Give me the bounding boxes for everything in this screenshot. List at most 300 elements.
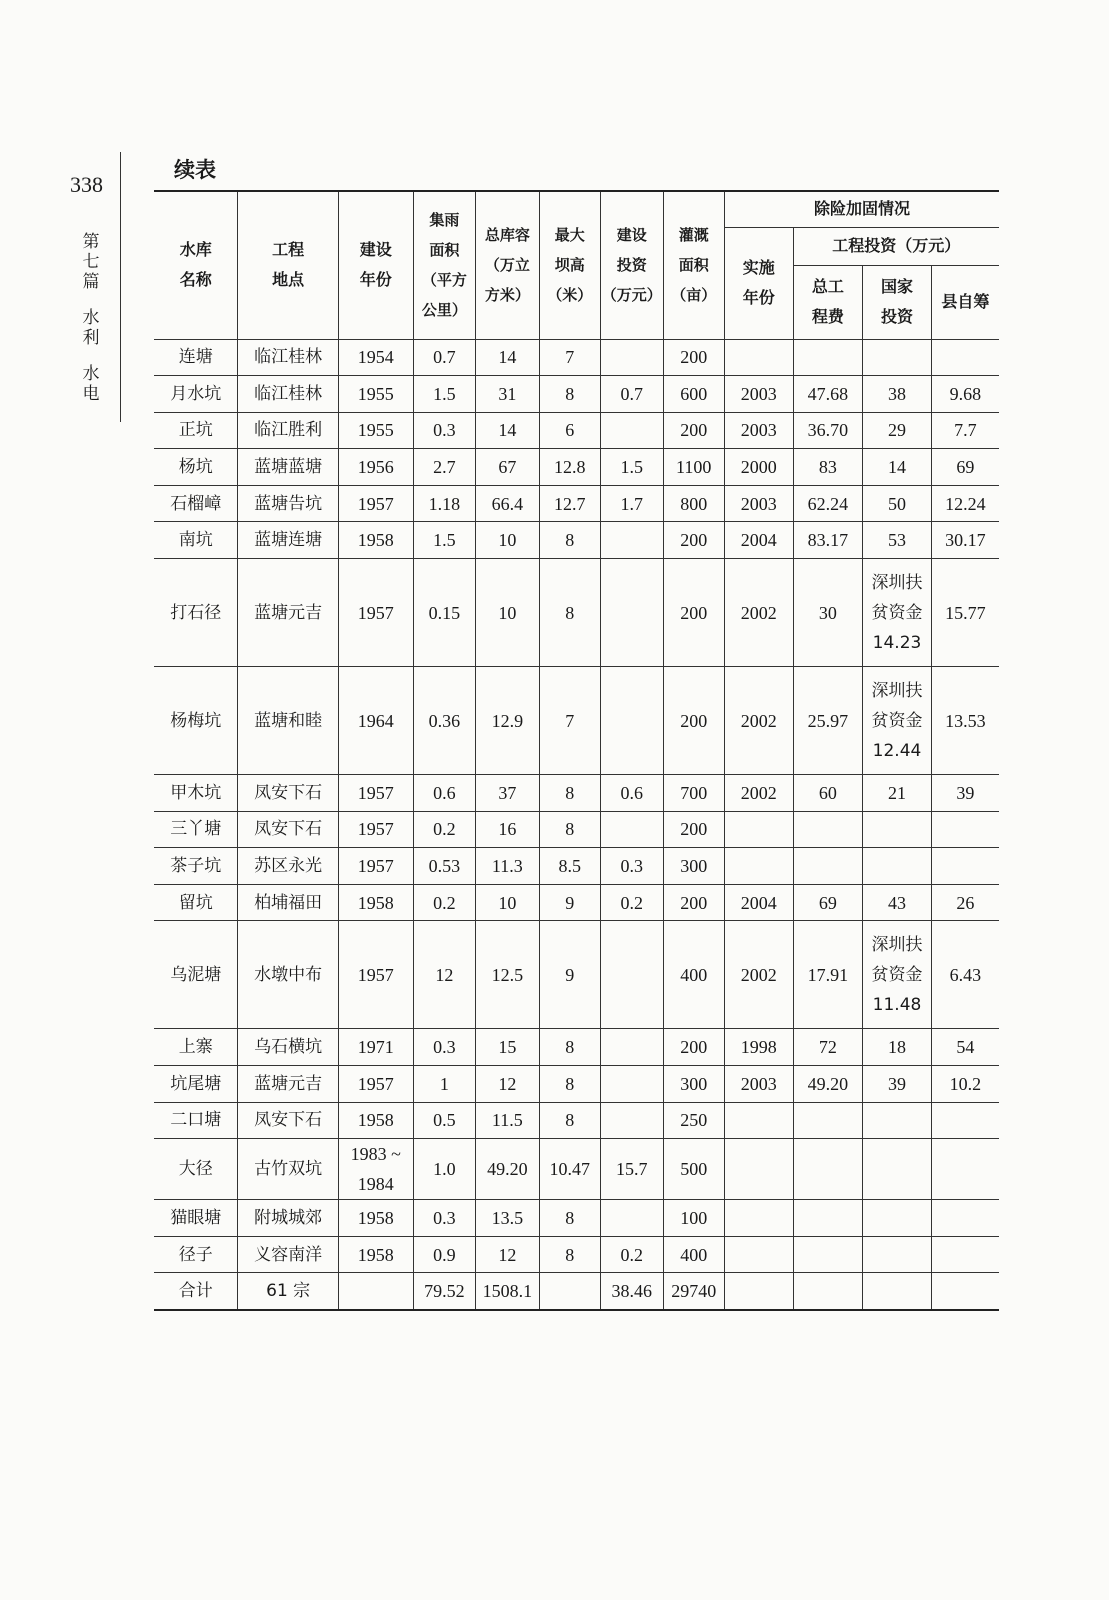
cell-name: 茶子坑 — [154, 848, 238, 885]
cell-name: 杨坑 — [154, 449, 238, 486]
cell-capacity: 12 — [476, 1066, 540, 1103]
cell-investment — [601, 1102, 663, 1139]
cell-catchment: 0.36 — [413, 667, 475, 775]
cell-county: 13.53 — [931, 667, 999, 775]
cell-impl-year: 2004 — [724, 522, 793, 559]
table-row — [154, 1066, 999, 1103]
cell-total-cost: 60 — [793, 775, 863, 812]
cell-capacity: 14 — [476, 412, 540, 449]
table-row — [154, 1236, 999, 1273]
cell-year: 1958 — [338, 884, 413, 921]
cell-year: 1954 — [338, 339, 413, 376]
table-row — [154, 376, 999, 413]
cell-line: （米） — [547, 286, 593, 305]
cell-investment: 0.2 — [601, 1236, 663, 1273]
cell-capacity: 15 — [476, 1029, 540, 1066]
cell-name: 留坑 — [154, 884, 238, 921]
cell-catchment: 0.3 — [413, 1200, 475, 1237]
cell-location: 苏区永光 — [238, 848, 338, 885]
table-body — [154, 339, 999, 1310]
cell-state: 43 — [863, 884, 932, 921]
table-row — [154, 811, 999, 848]
cell-irrigation: 700 — [663, 775, 724, 812]
header-total-cost — [793, 265, 863, 339]
table-row — [154, 667, 999, 775]
cell-capacity: 1508.1 — [476, 1273, 540, 1310]
cell-total-cost — [793, 1200, 863, 1237]
cell-year: 1957 — [338, 559, 413, 667]
header-proj-invest: 工程投资（万元） — [793, 227, 999, 265]
cell-height: 8 — [539, 1102, 600, 1139]
cell-name: 连塘 — [154, 339, 238, 376]
header-investment — [601, 191, 663, 339]
cell-impl-year: 2000 — [724, 449, 793, 486]
cell-county — [931, 339, 999, 376]
cell-line: 12.44 — [872, 740, 922, 761]
cell-year: 1955 — [338, 376, 413, 413]
cell-line: 地点 — [272, 270, 305, 290]
running-head-char: 水 — [82, 308, 100, 328]
cell-name: 石榴嶂 — [154, 485, 238, 522]
cell-line: 建设 — [616, 226, 647, 245]
running-head-char: 水 — [82, 364, 100, 384]
cell-investment: 1.5 — [601, 449, 663, 486]
cell-state — [863, 811, 932, 848]
cell-line: 11.48 — [872, 994, 922, 1015]
cell-irrigation: 200 — [663, 339, 724, 376]
cell-impl-year: 2002 — [724, 775, 793, 812]
cell-county: 15.77 — [931, 559, 999, 667]
cell-investment: 38.46 — [601, 1273, 663, 1310]
cell-capacity: 12 — [476, 1236, 540, 1273]
cell-investment: 15.7 — [601, 1139, 663, 1200]
cell-location: 古竹双坑 — [238, 1139, 338, 1200]
cell-irrigation: 200 — [663, 559, 724, 667]
cell-location: 凤安下石 — [238, 775, 338, 812]
cell-impl-year — [724, 811, 793, 848]
header-capacity — [476, 191, 540, 339]
cell-county — [931, 1236, 999, 1273]
cell-line: 程费 — [811, 307, 844, 326]
cell-investment — [601, 1066, 663, 1103]
cell-capacity: 10 — [476, 522, 540, 559]
cell-irrigation: 200 — [663, 1029, 724, 1066]
cell-state — [863, 1200, 932, 1237]
cell-total-cost: 72 — [793, 1029, 863, 1066]
cell-state: 53 — [863, 522, 932, 559]
cell-county: 26 — [931, 884, 999, 921]
cell-location: 蓝塘和睦 — [238, 667, 338, 775]
cell-location: 凤安下石 — [238, 1102, 338, 1139]
cell-investment — [601, 811, 663, 848]
cell-line: 1983 ~ — [350, 1144, 401, 1165]
cell-impl-year: 2003 — [724, 1066, 793, 1103]
cell-impl-year: 2002 — [724, 921, 793, 1029]
cell-county: 69 — [931, 449, 999, 486]
cell-investment — [601, 412, 663, 449]
cell-height: 8 — [539, 1029, 600, 1066]
cell-catchment: 0.7 — [413, 339, 475, 376]
cell-state — [863, 1139, 932, 1200]
cell-line: 贫资金 — [871, 602, 923, 623]
cell-year: 1957 — [338, 811, 413, 848]
cell-county: 39 — [931, 775, 999, 812]
table-row — [154, 449, 999, 486]
cell-state: 50 — [863, 485, 932, 522]
cell-total-cost: 36.70 — [793, 412, 863, 449]
cell-name: 上寨 — [154, 1029, 238, 1066]
cell-county: 9.68 — [931, 376, 999, 413]
cell-irrigation: 500 — [663, 1139, 724, 1200]
cell-investment: 1.7 — [601, 485, 663, 522]
cell-state — [863, 667, 932, 775]
cell-name: 杨梅坑 — [154, 667, 238, 775]
cell-irrigation: 100 — [663, 1200, 724, 1237]
cell-irrigation: 800 — [663, 485, 724, 522]
cell-county — [931, 1139, 999, 1200]
cell-total-cost: 83 — [793, 449, 863, 486]
cell-total-cost — [793, 1139, 863, 1200]
cell-year: 1957 — [338, 775, 413, 812]
cell-height: 8 — [539, 1200, 600, 1237]
cell-county — [931, 1200, 999, 1237]
cell-height: 8 — [539, 522, 600, 559]
cell-catchment: 0.3 — [413, 1029, 475, 1066]
running-head-char: 电 — [82, 384, 100, 404]
running-head — [80, 232, 102, 404]
cell-line: 贫资金 — [871, 964, 923, 985]
cell-impl-year: 2002 — [724, 559, 793, 667]
cell-investment — [601, 921, 663, 1029]
cell-impl-year — [724, 1102, 793, 1139]
header-catchment — [413, 191, 475, 339]
cell-line: 投资 — [616, 256, 647, 275]
cell-height: 10.47 — [539, 1139, 600, 1200]
cell-line: 最大 — [554, 226, 585, 245]
cell-line: 工程 — [272, 240, 305, 260]
cell-line: 灌溉 — [678, 226, 709, 245]
cell-county: 30.17 — [931, 522, 999, 559]
cell-catchment: 0.9 — [413, 1236, 475, 1273]
table-caption: 续表 — [174, 158, 216, 182]
cell-line: 坝高 — [554, 256, 585, 275]
cell-catchment: 0.5 — [413, 1102, 475, 1139]
cell-impl-year: 2004 — [724, 884, 793, 921]
cell-height: 8 — [539, 1236, 600, 1273]
table-row — [154, 522, 999, 559]
cell-catchment: 0.3 — [413, 412, 475, 449]
cell-state: 21 — [863, 775, 932, 812]
cell-catchment: 1 — [413, 1066, 475, 1103]
table-row — [154, 1029, 999, 1066]
table-row — [154, 848, 999, 885]
cell-name: 二口塘 — [154, 1102, 238, 1139]
cell-year — [338, 1273, 413, 1310]
cell-line: 建设 — [359, 240, 392, 260]
cell-state: 14 — [863, 449, 932, 486]
cell-line: 水库 — [179, 240, 212, 260]
cell-investment: 0.2 — [601, 884, 663, 921]
cell-county — [931, 1102, 999, 1139]
cell-line: 1984 — [357, 1174, 394, 1195]
table-row — [154, 1102, 999, 1139]
running-head-char: 第 — [82, 232, 100, 252]
cell-state — [863, 848, 932, 885]
cell-location: 水墩中布 — [238, 921, 338, 1029]
cell-total-cost: 62.24 — [793, 485, 863, 522]
cell-year: 1958 — [338, 1200, 413, 1237]
cell-impl-year — [724, 1273, 793, 1310]
header-state-invest — [863, 265, 932, 339]
cell-state — [863, 1102, 932, 1139]
cell-county — [931, 1273, 999, 1310]
cell-state — [863, 921, 932, 1029]
running-head-char — [80, 348, 102, 364]
total-row — [154, 1273, 999, 1310]
cell-location: 蓝塘连塘 — [238, 522, 338, 559]
cell-year: 1958 — [338, 1102, 413, 1139]
cell-line: （平方 — [421, 271, 467, 290]
cell-capacity: 13.5 — [476, 1200, 540, 1237]
cell-capacity: 66.4 — [476, 485, 540, 522]
cell-location: 蓝塘元吉 — [238, 1066, 338, 1103]
cell-height: 8 — [539, 559, 600, 667]
cell-county: 6.43 — [931, 921, 999, 1029]
table-row — [154, 339, 999, 376]
cell-name: 径子 — [154, 1236, 238, 1273]
cell-state — [863, 339, 932, 376]
cell-irrigation: 200 — [663, 412, 724, 449]
cell-irrigation: 1100 — [663, 449, 724, 486]
cell-catchment: 1.5 — [413, 522, 475, 559]
header-height — [539, 191, 600, 339]
cell-catchment: 0.2 — [413, 884, 475, 921]
cell-irrigation: 200 — [663, 667, 724, 775]
cell-name: 南坑 — [154, 522, 238, 559]
header-impl-year — [724, 227, 793, 339]
margin-rule — [120, 152, 121, 422]
cell-irrigation: 400 — [663, 1236, 724, 1273]
cell-name: 月水坑 — [154, 376, 238, 413]
cell-height: 7 — [539, 339, 600, 376]
cell-year: 1958 — [338, 522, 413, 559]
cell-height: 8 — [539, 811, 600, 848]
cell-line: 投资 — [881, 307, 914, 326]
cell-capacity: 67 — [476, 449, 540, 486]
cell-impl-year — [724, 1139, 793, 1200]
cell-height: 9 — [539, 884, 600, 921]
cell-county — [931, 811, 999, 848]
table-row — [154, 921, 999, 1029]
cell-line: 总库容 — [484, 226, 530, 245]
running-head-char — [80, 292, 102, 308]
cell-county: 12.24 — [931, 485, 999, 522]
cell-year: 1957 — [338, 1066, 413, 1103]
cell-year — [338, 1139, 413, 1200]
cell-catchment: 1.5 — [413, 376, 475, 413]
cell-line: 贫资金 — [871, 710, 923, 731]
cell-year: 1958 — [338, 1236, 413, 1273]
cell-name: 三丫塘 — [154, 811, 238, 848]
cell-irrigation: 200 — [663, 522, 724, 559]
cell-line: 深圳扶 — [871, 680, 923, 701]
cell-line: 年份 — [742, 288, 775, 307]
cell-line: 名称 — [179, 270, 212, 290]
cell-irrigation: 200 — [663, 884, 724, 921]
cell-state: 18 — [863, 1029, 932, 1066]
cell-capacity: 10 — [476, 559, 540, 667]
cell-location: 乌石横坑 — [238, 1029, 338, 1066]
cell-year: 1964 — [338, 667, 413, 775]
cell-line: 总工 — [811, 277, 844, 296]
cell-name: 坑尾塘 — [154, 1066, 238, 1103]
cell-total-cost — [793, 811, 863, 848]
cell-irrigation: 250 — [663, 1102, 724, 1139]
cell-investment: 0.3 — [601, 848, 663, 885]
cell-height — [539, 1273, 600, 1310]
cell-impl-year — [724, 339, 793, 376]
cell-investment: 0.6 — [601, 775, 663, 812]
cell-impl-year: 2003 — [724, 485, 793, 522]
cell-impl-year — [724, 1200, 793, 1237]
cell-catchment: 1.18 — [413, 485, 475, 522]
cell-name: 合计 — [154, 1273, 238, 1310]
cell-line: 实施 — [742, 258, 775, 277]
cell-impl-year — [724, 848, 793, 885]
cell-line: （万立 — [484, 256, 530, 275]
table-row — [154, 412, 999, 449]
cell-total-cost: 25.97 — [793, 667, 863, 775]
cell-line: （万元） — [601, 286, 662, 305]
cell-investment — [601, 1029, 663, 1066]
running-head-char: 利 — [82, 328, 100, 348]
cell-county: 10.2 — [931, 1066, 999, 1103]
cell-year: 1957 — [338, 485, 413, 522]
cell-location: 61 宗 — [238, 1273, 338, 1310]
cell-location: 蓝塘元吉 — [238, 559, 338, 667]
cell-investment — [601, 339, 663, 376]
table-row — [154, 775, 999, 812]
cell-location: 临江桂林 — [238, 339, 338, 376]
cell-capacity: 37 — [476, 775, 540, 812]
cell-capacity: 11.5 — [476, 1102, 540, 1139]
cell-state: 29 — [863, 412, 932, 449]
cell-total-cost: 17.91 — [793, 921, 863, 1029]
cell-line: 集雨 — [429, 211, 460, 230]
cell-location: 蓝塘蓝塘 — [238, 449, 338, 486]
table-row — [154, 1200, 999, 1237]
cell-investment — [601, 559, 663, 667]
cell-capacity: 12.9 — [476, 667, 540, 775]
table-row — [154, 559, 999, 667]
cell-investment — [601, 1200, 663, 1237]
header-name — [154, 191, 238, 339]
cell-impl-year: 2003 — [724, 376, 793, 413]
cell-irrigation: 300 — [663, 848, 724, 885]
cell-location: 临江桂林 — [238, 376, 338, 413]
cell-irrigation: 200 — [663, 811, 724, 848]
cell-capacity: 14 — [476, 339, 540, 376]
header-reinforce: 除险加固情况 — [724, 191, 999, 227]
cell-catchment: 79.52 — [413, 1273, 475, 1310]
cell-total-cost: 30 — [793, 559, 863, 667]
cell-line: （亩） — [671, 286, 717, 305]
cell-catchment: 2.7 — [413, 449, 475, 486]
cell-state — [863, 1273, 932, 1310]
cell-capacity: 10 — [476, 884, 540, 921]
cell-height: 12.8 — [539, 449, 600, 486]
cell-name: 甲木坑 — [154, 775, 238, 812]
cell-state: 39 — [863, 1066, 932, 1103]
cell-irrigation: 300 — [663, 1066, 724, 1103]
cell-name: 大径 — [154, 1139, 238, 1200]
cell-catchment: 0.15 — [413, 559, 475, 667]
cell-total-cost: 47.68 — [793, 376, 863, 413]
cell-line: 面积 — [429, 241, 460, 260]
cell-year: 1955 — [338, 412, 413, 449]
cell-year: 1971 — [338, 1029, 413, 1066]
cell-investment — [601, 522, 663, 559]
cell-county: 54 — [931, 1029, 999, 1066]
cell-impl-year — [724, 1236, 793, 1273]
cell-height: 6 — [539, 412, 600, 449]
cell-impl-year: 2002 — [724, 667, 793, 775]
cell-line: 深圳扶 — [871, 934, 923, 955]
header-location — [238, 191, 338, 339]
table-row — [154, 884, 999, 921]
cell-catchment: 1.0 — [413, 1139, 475, 1200]
cell-capacity: 49.20 — [476, 1139, 540, 1200]
page-number: 338 — [70, 172, 103, 197]
cell-irrigation: 400 — [663, 921, 724, 1029]
cell-year: 1956 — [338, 449, 413, 486]
cell-line: 方米） — [484, 286, 530, 305]
cell-county: 7.7 — [931, 412, 999, 449]
cell-height: 8.5 — [539, 848, 600, 885]
cell-year: 1957 — [338, 921, 413, 1029]
cell-investment — [601, 667, 663, 775]
cell-name: 乌泥塘 — [154, 921, 238, 1029]
cell-location: 附城城郊 — [238, 1200, 338, 1237]
cell-capacity: 16 — [476, 811, 540, 848]
cell-line: 国家 — [881, 277, 914, 296]
cell-location: 蓝塘告坑 — [238, 485, 338, 522]
cell-location: 义容南洋 — [238, 1236, 338, 1273]
cell-capacity: 31 — [476, 376, 540, 413]
cell-location: 柏埔福田 — [238, 884, 338, 921]
cell-catchment: 0.2 — [413, 811, 475, 848]
cell-total-cost — [793, 339, 863, 376]
cell-capacity: 12.5 — [476, 921, 540, 1029]
cell-line: 公里） — [421, 301, 467, 320]
cell-investment: 0.7 — [601, 376, 663, 413]
cell-county — [931, 848, 999, 885]
cell-total-cost: 49.20 — [793, 1066, 863, 1103]
cell-year: 1957 — [338, 848, 413, 885]
cell-state — [863, 559, 932, 667]
cell-line: 面积 — [678, 256, 709, 275]
cell-catchment: 0.6 — [413, 775, 475, 812]
cell-irrigation: 600 — [663, 376, 724, 413]
cell-catchment: 0.53 — [413, 848, 475, 885]
cell-line: 14.23 — [872, 632, 922, 653]
header-year — [338, 191, 413, 339]
cell-location: 凤安下石 — [238, 811, 338, 848]
header-irrigation — [663, 191, 724, 339]
cell-height: 8 — [539, 376, 600, 413]
cell-height: 9 — [539, 921, 600, 1029]
cell-total-cost: 69 — [793, 884, 863, 921]
